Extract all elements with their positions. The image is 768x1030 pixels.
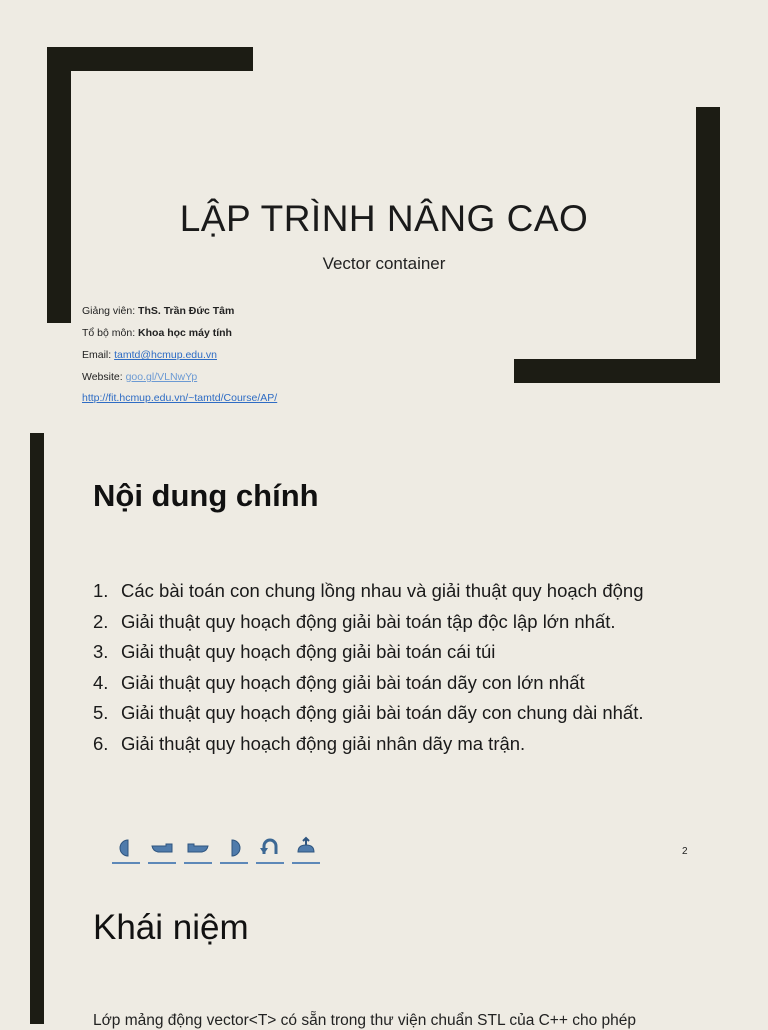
next-page-icon[interactable] [184, 834, 212, 864]
department-name: Khoa học máy tính [138, 327, 232, 339]
slide-title: LẬP TRÌNH NÂNG CAO [179, 198, 589, 239]
agenda-slide [0, 420, 768, 1029]
agenda-item: 6. Giải thuật quy hoạch động giải nhân dãy ma trận. [93, 732, 526, 754]
frame-top-left-horizontal [47, 47, 253, 71]
title-slide [0, 0, 768, 420]
concept-heading: Khái niệm [93, 908, 249, 947]
lecturer-name: ThS. Trần Đức Tâm [138, 305, 235, 317]
email-link[interactable]: tamtd@hcmup.edu.vn [114, 349, 217, 361]
course-line [82, 391, 277, 405]
page-number: 2 [682, 846, 688, 857]
agenda-item: 1. Các bài toán con chung lồng nhau và giải thuật quy hoạch động [93, 580, 644, 601]
navigation-bar [112, 834, 320, 864]
lecturer-line [82, 304, 234, 318]
department-label: Tổ bộ môn: [82, 327, 136, 339]
website-line [82, 370, 197, 384]
agenda-item: 5. Giải thuật quy hoạch động giải bài toán dãy con chung dài nhất. [93, 702, 644, 723]
email-label: Email: [82, 349, 112, 361]
concept-body-text: Lớp mảng động vector<T> có sẵn trong thư viện chuẩn STL của C++ cho phép [93, 1012, 636, 1029]
agenda-item: 2. Giải thuật quy hoạch động giải bài toán tập độc lập lớn nhất. [93, 610, 616, 632]
agenda-item: 4. Giải thuật quy hoạch động giải bài toán dãy con lớn nhất [93, 671, 585, 693]
frame-bottom-right-horizontal [514, 359, 720, 383]
first-page-icon[interactable] [112, 834, 140, 864]
department-line [82, 326, 232, 340]
slide-subtitle: Vector container [322, 254, 446, 273]
last-page-icon[interactable] [220, 834, 248, 864]
agenda-item: 3. Giải thuật quy hoạch động giải bài toán cái túi [93, 641, 496, 662]
left-accent-bar [30, 433, 44, 1024]
previous-page-icon[interactable] [148, 834, 176, 864]
website-link[interactable]: goo.gl/VLNwYp [125, 371, 198, 383]
home-icon[interactable] [292, 834, 320, 864]
website-label: Website: [82, 371, 123, 383]
agenda-list [93, 576, 644, 759]
frame-bottom-right-vertical [696, 107, 720, 383]
agenda-heading: Nội dung chính [93, 478, 319, 513]
frame-top-left-vertical [47, 47, 71, 323]
lecturer-label: Giảng viên: [82, 305, 136, 317]
course-url-link[interactable]: http://fit.hcmup.edu.vn/~tamtd/Course/AP/ [82, 392, 278, 404]
email-line [82, 348, 217, 362]
return-icon[interactable] [256, 834, 284, 864]
